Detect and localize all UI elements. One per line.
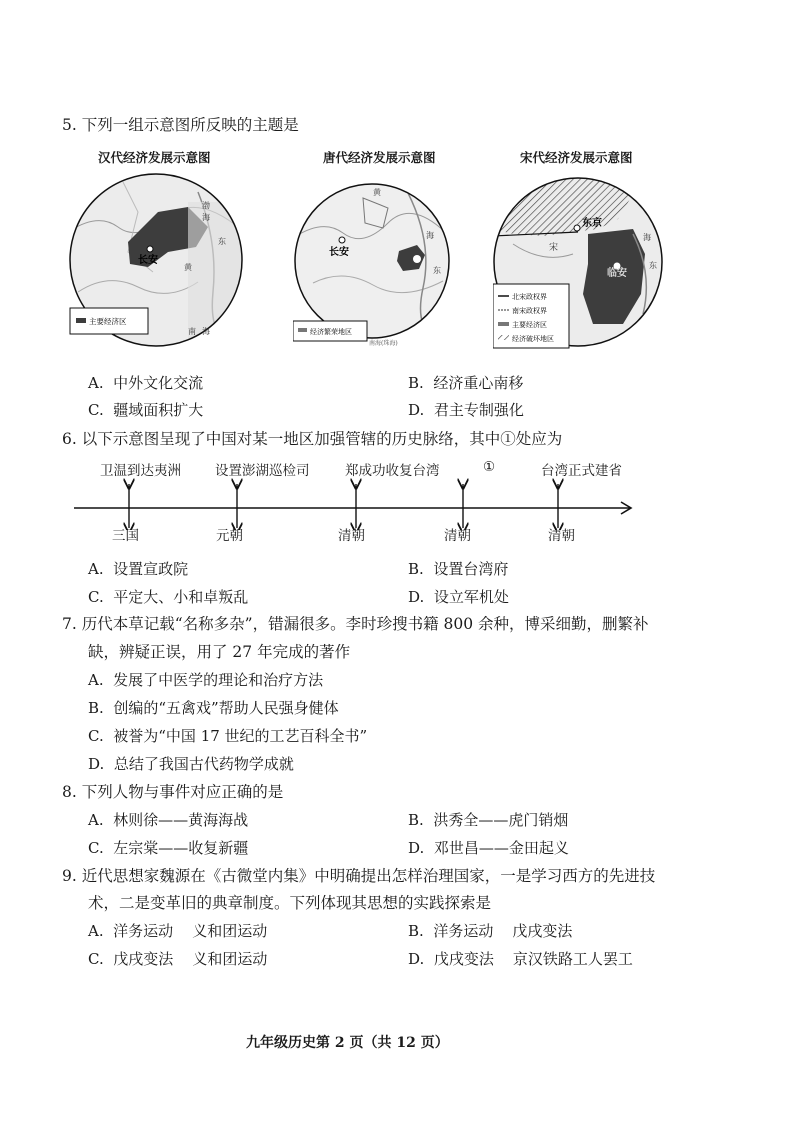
q5-option-c[interactable]: C. 疆域面积扩大: [88, 401, 204, 419]
map-song-city-dongjing: 东京: [582, 218, 602, 229]
map-song-legend: 南宋政权界: [512, 307, 547, 315]
map-song-label: 海: [643, 233, 651, 242]
map-song: [493, 174, 663, 354]
q8-option-c[interactable]: C. 左宗棠——收复新疆: [88, 839, 249, 857]
map-tang-title: 唐代经济发展示意图: [323, 150, 436, 165]
q9-stem-line1: 9. 近代思想家魏源在《古微堂内集》中明确提出怎样治理国家，一是学习西方的先进技: [62, 867, 656, 885]
timeline-event-blank: ①: [483, 459, 496, 475]
map-han-label: 黄: [184, 263, 192, 272]
timeline-event: 台湾正式建省: [541, 463, 622, 479]
map-tang-label: 黄: [373, 188, 381, 197]
map-song-city-linan: 临安: [607, 268, 627, 279]
q5-stem: 5. 下列一组示意图所反映的主题是: [62, 116, 299, 134]
q8-stem: 8. 下列人物与事件对应正确的是: [62, 783, 284, 801]
q7-stem-line2: 缺，辨疑正误，用了 27 年完成的著作: [88, 643, 351, 661]
q9-option-d[interactable]: D. 戊戌变法 京汉铁路工人罢工: [408, 950, 633, 968]
timeline-period: 清朝: [444, 528, 471, 544]
map-tang-label: 东: [433, 266, 441, 275]
q7-option-b[interactable]: B. 创编的“五禽戏”帮助人民强身健体: [88, 699, 339, 717]
timeline-event: 设置澎湖巡检司: [215, 463, 310, 479]
q9-stem-line2: 术，二是变革旧的典章制度。下列体现其思想的实践探索是: [88, 894, 492, 912]
map-song-legend: 北宋政权界: [512, 293, 547, 301]
q8-option-d[interactable]: D. 邓世昌——金田起义: [408, 839, 569, 857]
timeline-event: 郑成功收复台湾: [345, 463, 440, 479]
map-tang-label: 海: [426, 231, 434, 240]
q8-option-b[interactable]: B. 洪秀全——虎门销烟: [408, 811, 569, 829]
map-han-label: 渤: [202, 201, 210, 210]
q6-option-d[interactable]: D. 设立军机处: [408, 588, 509, 606]
timeline-period: 清朝: [548, 528, 575, 544]
page-footer: 九年级历史第 2 页（共 12 页）: [246, 1035, 449, 1051]
map-han-label: 海: [202, 327, 210, 336]
map-han-city: 长安: [138, 255, 158, 266]
map-song-title: 宋代经济发展示意图: [520, 150, 633, 165]
q5-option-b[interactable]: B. 经济重心南移: [408, 374, 524, 392]
map-han: [68, 172, 244, 350]
q9-option-b[interactable]: B. 洋务运动 戊戌变法: [408, 922, 573, 940]
map-tang-legend: 经济繁荣地区: [310, 328, 352, 336]
q7-option-c[interactable]: C. 被誉为“中国 17 世纪的工艺百科全书”: [88, 727, 368, 745]
timeline-period: 元朝: [216, 528, 243, 544]
map-tang: [293, 173, 451, 351]
timeline-period: 清朝: [338, 528, 365, 544]
timeline-event: 卫温到达夷洲: [100, 463, 181, 479]
map-song-label: 宋: [549, 243, 559, 253]
q5-option-a[interactable]: A. 中外文化交流: [88, 374, 204, 392]
q7-stem-line1: 7. 历代本草记载“名称多杂”，错漏很多。李时珍搜书籍 800 余种，博采细勤，删繁补: [62, 615, 649, 633]
map-han-label: 南: [188, 327, 196, 336]
q7-option-a[interactable]: A. 发展了中医学的理论和治疗方法: [88, 671, 324, 689]
map-han-title: 汉代经济发展示意图: [98, 150, 211, 165]
map-han-label: 海: [202, 213, 210, 222]
q7-option-d[interactable]: D. 总结了我国古代药物学成就: [88, 755, 294, 773]
map-song-label: 东: [649, 261, 657, 270]
q6-option-c[interactable]: C. 平定大、小和卓叛乱: [88, 588, 249, 606]
map-song-legend: 经济破坏地区: [512, 335, 554, 343]
timeline-period: 三国: [112, 528, 139, 544]
q9-option-a[interactable]: A. 洋务运动 义和团运动: [88, 922, 268, 940]
q5-option-d[interactable]: D. 君主专制强化: [408, 401, 524, 419]
q6-option-b[interactable]: B. 设置台湾府: [408, 560, 509, 578]
q8-option-a[interactable]: A. 林则徐——黄海海战: [88, 811, 249, 829]
q6-stem: 6. 以下示意图呈现了中国对某一地区加强管辖的历史脉络，其中①处应为: [62, 430, 563, 448]
timeline-axis: [72, 478, 637, 530]
map-tang-label: 南海(珠海): [369, 340, 398, 347]
map-song-legend: 主要经济区: [512, 321, 547, 329]
q6-option-a[interactable]: A. 设置宣政院: [88, 560, 189, 578]
q9-option-c[interactable]: C. 戊戌变法 义和团运动: [88, 950, 268, 968]
map-tang-city: 长安: [329, 247, 349, 258]
map-han-label: 东: [218, 237, 226, 246]
map-han-legend: 主要经济区: [89, 317, 127, 326]
